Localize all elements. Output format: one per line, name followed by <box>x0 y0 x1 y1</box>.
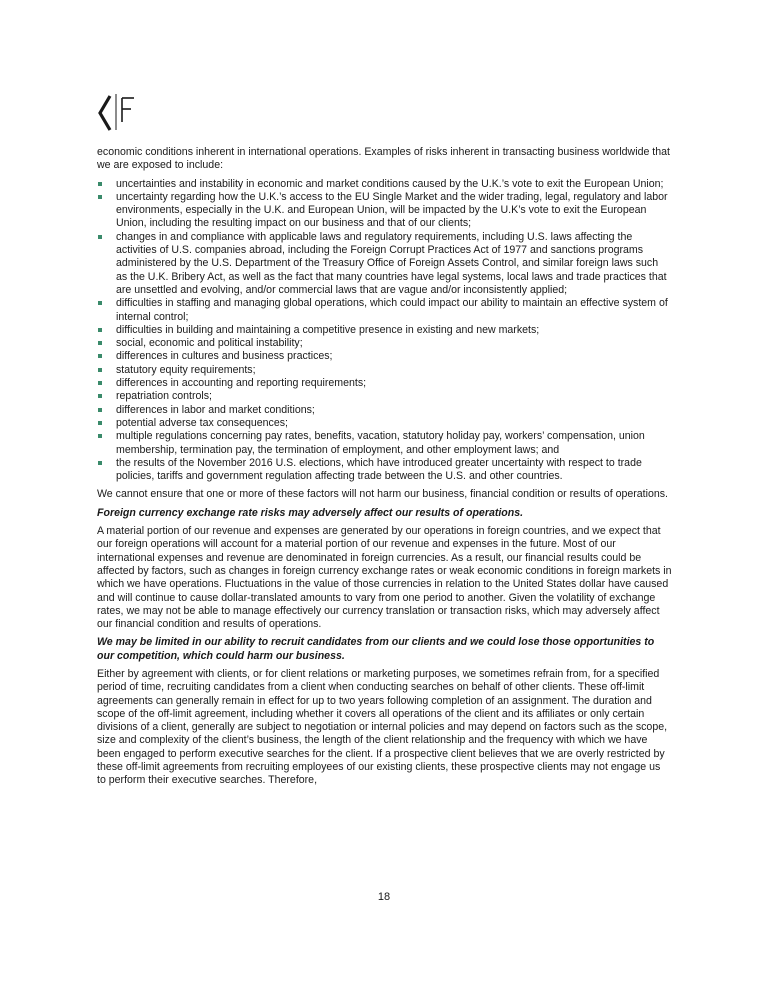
company-logo <box>96 92 142 132</box>
list-item: uncertainties and instability in economic and market conditions caused by the U.K.’s vote to exit the European Union; <box>97 178 672 191</box>
list-item: uncertainty regarding how the U.K.’s access to the EU Single Market and the wider trading, legal, regulatory and labor environments, especially in the U.K. and European Union, will be impacted by the U.K’s vote to exit the European Union, including the resulting impact on our business and that of our clients; <box>97 191 672 231</box>
list-item: differences in cultures and business practices; <box>97 350 672 363</box>
kf-monogram-icon <box>96 92 142 132</box>
risk-list <box>97 178 672 484</box>
fx-risk-heading: Foreign currency exchange rate risks may adversely affect our results of operations. <box>97 506 524 519</box>
list-item: difficulties in staffing and managing global operations, which could impact our ability to maintain an effective system of internal control; <box>97 297 672 324</box>
list-item: difficulties in building and maintaining a competitive presence in existing and new markets; <box>97 324 672 337</box>
document-body <box>97 146 672 793</box>
intro-paragraph: economic conditions inherent in international operations. Examples of risks inherent in transacting business worldwide that we are exposed to include: <box>97 146 670 172</box>
list-item: potential adverse tax consequences; <box>97 417 672 430</box>
list-item: differences in labor and market conditions; <box>97 404 672 417</box>
list-item: social, economic and political instability; <box>97 337 672 350</box>
list-item: statutory equity requirements; <box>97 364 672 377</box>
list-item: multiple regulations concerning pay rates, benefits, vacation, statutory holiday pay, workers’ compensation, union membership, termination pay, the termination of employment, and other employment laws; and <box>97 430 672 457</box>
recruit-risk-heading: We may be limited in our ability to recruit candidates from our clients and we could lose those opportunities to our competition, which could harm our business. <box>97 636 655 662</box>
list-item: changes in and compliance with applicable laws and regulatory requirements, including U.S. laws affecting the activities of U.S. companies abroad, including the Foreign Corrupt Practices Act of 1977 and sanctions programs administered by the U.S. Department of the Treasury Office of Foreign Assets Control, and similar foreign laws such as the U.K. Bribery Act, as well as the fact that many countries have legal systems, local laws and trade practices that are unsettled and evolving, and/or commercial laws that are vague and/or inconsistently applied; <box>97 231 672 297</box>
conclusion-paragraph: We cannot ensure that one or more of these factors will not harm our business, financial condition or results of operations. <box>97 488 668 501</box>
list-item: the results of the November 2016 U.S. elections, which have introduced greater uncertainty with respect to trade policies, tariffs and government regulation affecting trade between the U.S. and other countries. <box>97 457 672 484</box>
recruit-risk-paragraph: Either by agreement with clients, or for client relations or marketing purposes, we sometimes refrain from, for a specified period of time, recruiting candidates from a client when conducting searches on behalf of other clients. These off-limit agreements can generally remain in effect for up to two years following completion of an assignment. The duration and scope of the off-limit agreement, including whether it covers all operations of the client and its affiliates or only certain divisions of a client, generally are subject to negotiation or internal policies and may depend on factors such as the scope, size and complexity of the client’s business, the length of the client relationship and the frequency with which we have been engaged to perform executive searches for the client. If a prospective client believes that we are overly restricted by these off-limit agreements from recruiting employees of our existing clients, these prospective clients may not engage us to perform their executive searches. Therefore, <box>97 667 668 787</box>
list-item: repatriation controls; <box>97 390 672 403</box>
page-number: 18 <box>377 891 391 903</box>
fx-risk-paragraph: A material portion of our revenue and expenses are generated by our operations in foreign countries, and we expect that our foreign operations will account for a material portion of our revenue and expenses in the future. Most of our international expenses and revenue are denominated in foreign currencies. As a result, our financial results could be affected by factors, such as changes in foreign currency exchange rates or weak economic conditions in foreign markets in which we have operations. Fluctuations in the value of those currencies in relation to the United States dollar have caused and will continue to cause dollar-translated amounts to vary from one period to another. Given the volatility of exchange rates, we may not be able to manage effectively our currency translation or transaction risks, which may adversely affect our financial condition and results of operations. <box>97 525 672 631</box>
list-item: differences in accounting and reporting requirements; <box>97 377 672 390</box>
